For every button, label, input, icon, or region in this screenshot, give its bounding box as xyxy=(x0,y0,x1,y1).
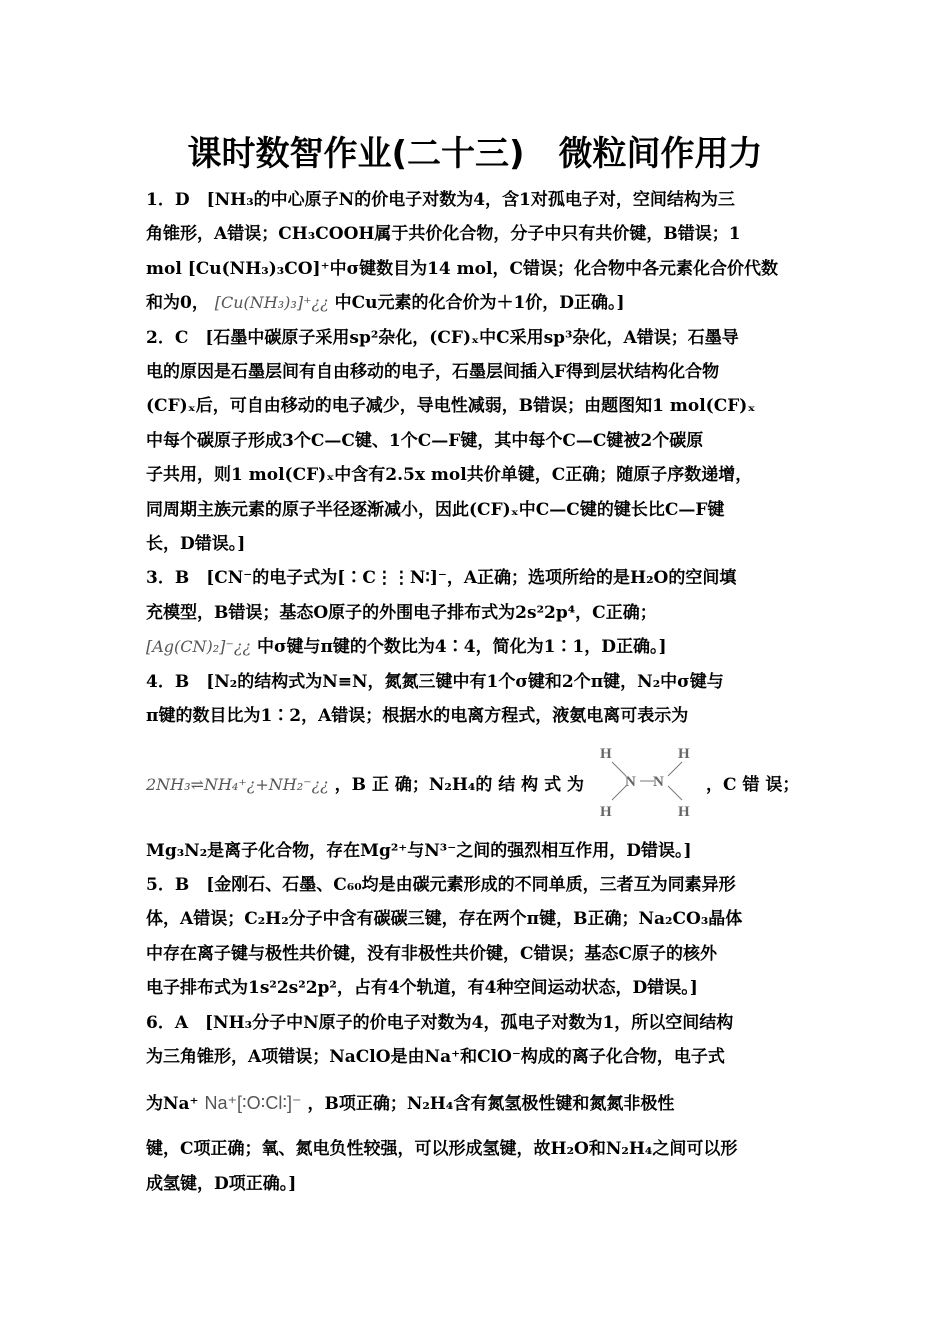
answer-text: ，C 错 误； xyxy=(706,774,800,795)
answer-line: mol [Cu(NH₃)₃CO]⁺中σ键数目为14 mol，C错误；化合物中各元素化合价代数 xyxy=(146,258,778,279)
answer-item-2 xyxy=(146,321,808,562)
answer-item-1 xyxy=(146,183,808,321)
answer-item-6 xyxy=(146,1006,808,1202)
answer-line: 中存在离子键与极性共价键，没有非极性共价键，C错误；基态C原子的核外 xyxy=(146,943,718,964)
answer-text: 和为0， xyxy=(146,293,209,314)
answer-text: ，B 正 确；N₂H₄的 结 构 式 为 xyxy=(334,774,585,795)
answer-line-with-structure xyxy=(146,734,808,834)
answer-line: 角锥形，A错误；CH₃COOH属于共价化合物，分子中只有共价键，B错误；1 xyxy=(146,224,741,245)
complex-ion-formula: [Cu(NH₃)₃]⁺¿¿ xyxy=(214,293,329,313)
answer-line: (CF)ₓ后，可自由移动的电子减少，导电性减弱，B错误；由题图知1 mol(CF)ₓ xyxy=(146,396,756,417)
atom-label: N xyxy=(653,773,664,790)
answer-line-with-formula xyxy=(146,630,808,664)
electron-dot-formula: Na⁺[∶O∶Cl∶]⁻ xyxy=(204,1093,302,1114)
atom-label: H xyxy=(678,803,690,820)
answer-line: 1．D [NH₃的中心原子N的价电子对数为4，含1对孤电子对，空间结构为三 xyxy=(146,190,735,210)
atom-label: H xyxy=(678,745,690,762)
answer-line: 长，D错误。] xyxy=(146,534,246,555)
n2h4-structure-diagram xyxy=(590,736,700,826)
answer-item-5 xyxy=(146,868,808,1006)
answer-item-3 xyxy=(146,561,808,664)
ionization-equation: 2NH₃⇌NH₄⁺¿+NH₂⁻¿¿ xyxy=(146,774,329,794)
atom-label: H xyxy=(600,803,612,820)
answer-line: Mg₃N₂是离子化合物，存在Mg²⁺与N³⁻之间的强烈相互作用，D错误。] xyxy=(146,840,692,861)
answer-line: 键，C项正确；氧、氮电负性较强，可以形成氢键，故H₂O和N₂H₄之间可以形 xyxy=(146,1139,738,1160)
complex-ion-formula: [Ag(CN)₂]⁻¿¿ xyxy=(146,637,252,657)
answer-line: 为三角锥形，A项错误；NaClO是由Na⁺和ClO⁻构成的离子化合物，电子式 xyxy=(146,1046,725,1067)
page-title: 课时数智作业(二十三) 微粒间作用力 xyxy=(187,134,763,174)
answer-line: 4．B [N₂的结构式为N≡N，氮氮三键中有1个σ键和2个π键，N₂中σ键与 xyxy=(146,671,724,692)
answer-item-4 xyxy=(146,665,808,868)
answer-text: 中Cu元素的化合价为＋1价，D正确。] xyxy=(334,293,625,314)
atom-label: H xyxy=(600,745,612,762)
answer-line: 充模型，B错误；基态O原子的外围电子排布式为2s²2p⁴，C正确； xyxy=(146,602,657,623)
answer-text: 为Na⁺ xyxy=(146,1094,199,1115)
answer-line: 3．B [CN⁻的电子式为[∶C⋮⋮N∶]⁻，A正确；选项所给的是H₂O的空间填 xyxy=(146,568,737,589)
answer-line: 2．C [石墨中碳原子采用sp²杂化，(CF)ₓ中C采用sp³杂化，A错误；石墨导 xyxy=(146,327,739,348)
answer-line: 成氢键，D项正确。] xyxy=(146,1173,297,1194)
answer-line: 电的原因是石墨层间有自由移动的电子，石墨层间插入F得到层状结构化合物 xyxy=(146,362,720,383)
atom-label: N xyxy=(625,773,636,790)
answer-line: 6．A [NH₃分子中N原子的价电子对数为4，孤电子对数为1，所以空间结构 xyxy=(146,1012,734,1033)
answer-body xyxy=(146,183,808,1201)
answer-line: 子共用，则1 mol(CF)ₓ中含有2.5x mol共价单键，C正确；随原子序数递增， xyxy=(146,465,753,486)
answer-line-with-formula xyxy=(146,1074,808,1132)
answer-line: 电子排布式为1s²2s²2p²，占有4个轨道，有4种空间运动状态，D错误。] xyxy=(146,978,698,999)
answer-line: π键的数目比为1∶2，A错误；根据水的电离方程式，液氨电离可表示为 xyxy=(146,706,689,727)
answer-line: 5．B [金刚石、石墨、C₆₀均是由碳元素形成的不同单质，三者互为同素异形 xyxy=(146,874,736,895)
answer-line-with-formula xyxy=(146,286,808,320)
answer-text: ，B项正确；N₂H₄含有氮氢极性键和氮氮非极性 xyxy=(307,1094,675,1115)
answer-text: 中σ键与π键的个数比为4∶4，简化为1∶1，D正确。] xyxy=(256,637,667,658)
answer-line: 同周期主族元素的原子半径逐渐减小，因此(CF)ₓ中C—C键的键长比C—F键 xyxy=(146,499,725,520)
answer-line: 体，A错误；C₂H₂分子中含有碳碳三键，存在两个π键，B正确；Na₂CO₃晶体 xyxy=(146,909,743,930)
answer-line: 中每个碳原子形成3个C—C键、1个C—F键，其中每个C—C键被2个碳原 xyxy=(146,430,704,451)
